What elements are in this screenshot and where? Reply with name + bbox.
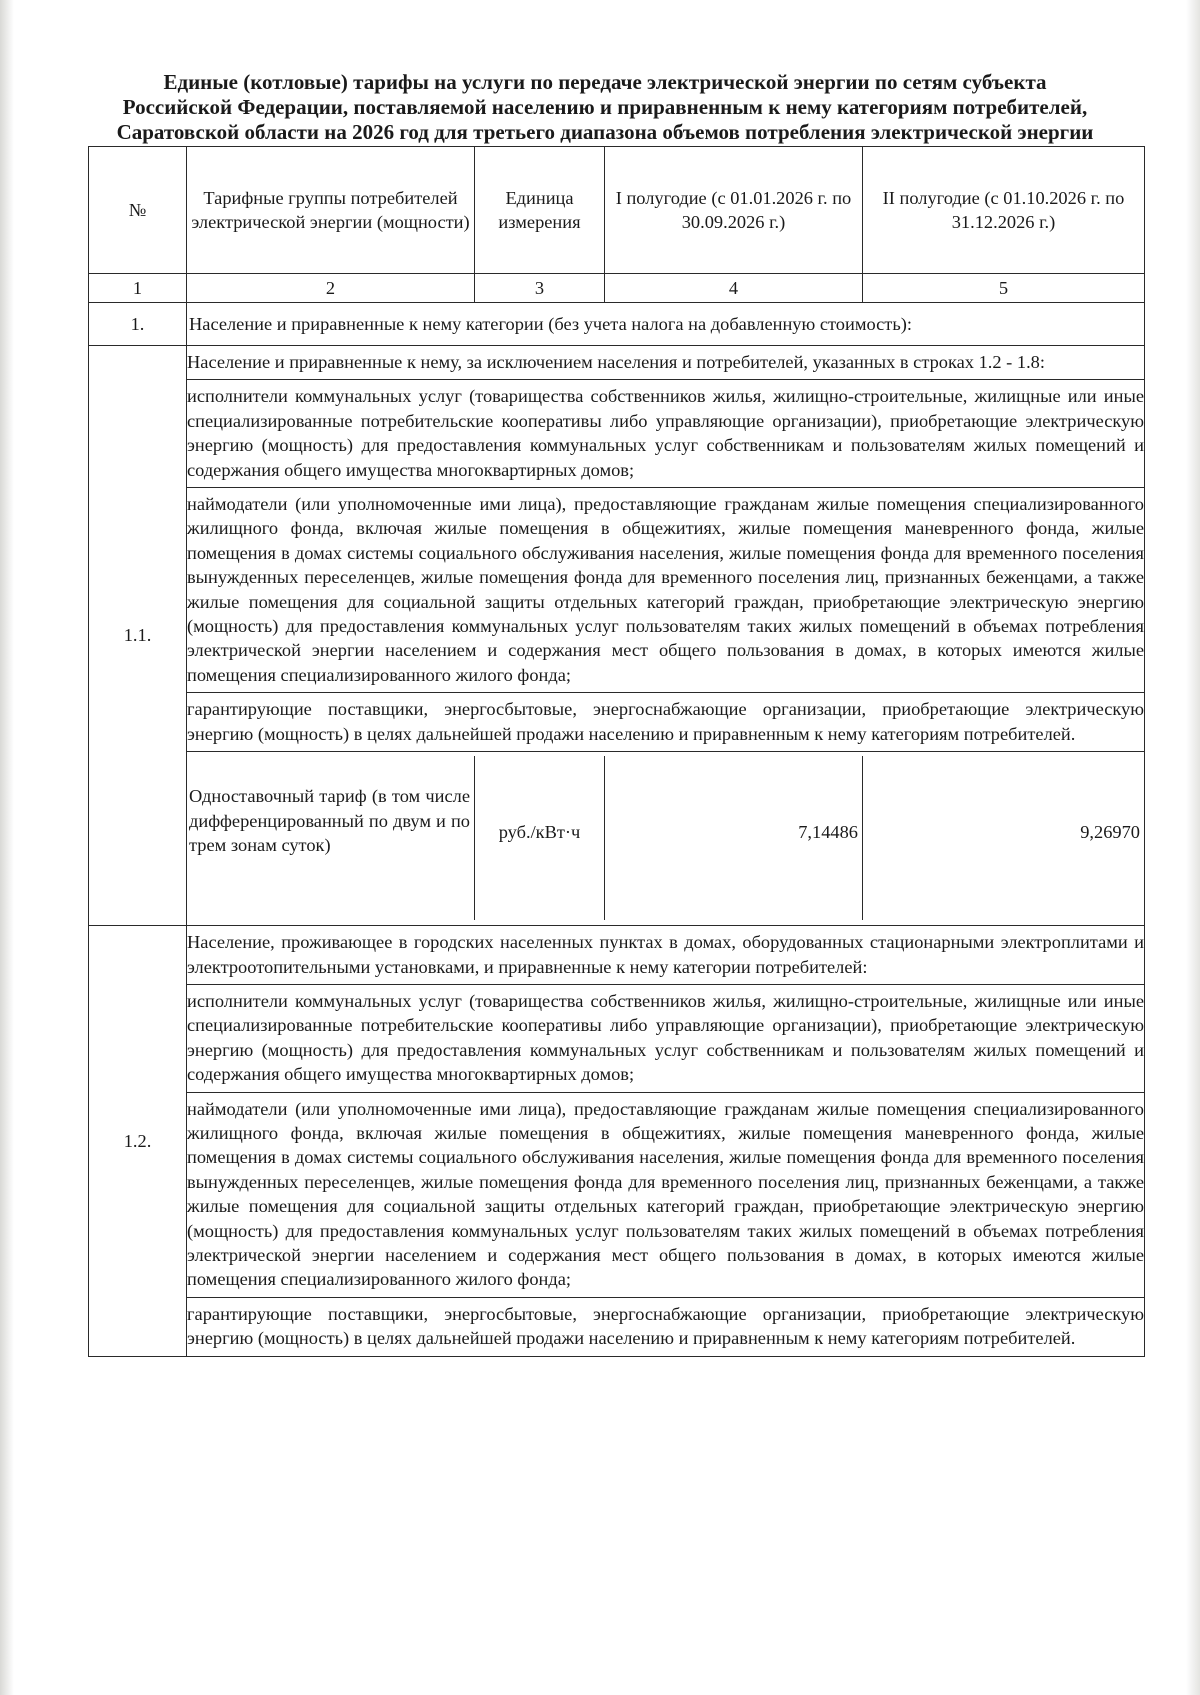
row-1-1 [89, 346, 1145, 926]
document-title [60, 70, 1150, 145]
consumer-group-text: Население, проживающее в городских населенных пунктах в домах, оборудованных стационарными электроплитами и электроотопительными установками, и приравненные к нему категории потребителей: [187, 926, 1144, 985]
consumer-group-text: наймодатели (или уполномоченные ими лица), предоставляющие гражданам жилые помещения специализированного жилищного фонда, включая жилые помещения в общежитиях, жилые помещения маневренного фонда, жилые помещения в домах системы социального обслуживания населения, жилые помещения фонда для временного поселения вынужденных переселенцев, жилые помещения фонда для временного поселения лиц, признанных беженцами, а также жилые помещения для социальной защиты отдельных категорий граждан, приобретающие электрическую энергию (мощность) для предоставления коммунальных услуг пользователям таких жилых помещений в объемах потребления электрической энергии населением и содержания мест общего пользования в домах, в которых имеются жилые помещения специализированного жилого фонда; [187, 1093, 1144, 1298]
row-number: 1. [89, 303, 187, 346]
tariff-name: Одноставочный тариф (в том числе дифференцированный по двум и по трем зонам суток) [187, 756, 475, 920]
header-half1: I полугодие (с 01.01.2026 г. по 30.09.2026 г.) [605, 147, 863, 274]
row-number: 1.2. [89, 926, 187, 1357]
col-number: 5 [863, 274, 1145, 303]
row-1-2-content [187, 926, 1145, 1357]
header-group: Тарифные группы потребителей электрической энергии (мощности) [187, 147, 475, 274]
table-header-row [89, 147, 1145, 274]
consumer-group-text: гарантирующие поставщики, энергосбытовые, энергоснабжающие организации, приобретающие электрическую энергию (мощность) в целях дальнейшей продажи населению и приравненным к нему категориям потребителей. [187, 1303, 1144, 1349]
header-unit: Единица измерения [475, 147, 605, 274]
column-number-row [89, 274, 1145, 303]
col-number: 4 [605, 274, 863, 303]
section-1-text: Население и приравненные к нему категории (без учета налога на добавленную стоимость): [187, 303, 1145, 346]
consumer-group-text: наймодатели (или уполномоченные ими лица), предоставляющие гражданам жилые помещения специализированного жилищного фонда, включая жилые помещения в общежитиях, жилые помещения маневренного фонда, жилые помещения в домах системы социального обслуживания населения, жилые помещения фонда для временного поселения вынужденных переселенцев, жилые помещения фонда для временного поселения лиц, признанных беженцами, а также жилые помещения для социальной защиты отдельных категорий граждан, приобретающие электрическую энергию (мощность) для предоставления коммунальных услуг пользователям таких жилых помещений в объемах потребления электрической энергии населением и содержания мест общего пользования в домах, в которых имеются жилые помещения специализированного жилого фонда; [187, 488, 1144, 693]
tariff-value-half1: 7,14486 [605, 756, 863, 920]
header-half2: II полугодие (с 01.10.2026 г. по 31.12.2026 г.) [863, 147, 1145, 274]
consumer-group-text: исполнители коммунальных услуг (товарищества собственников жилья, жилищно-строительные, жилищные или иные специализированные потребительские кооперативы либо управляющие организации), приобретающие электрическую энергию (мощность) для предоставления коммунальных услуг собственникам и пользователям жилых помещений и содержания общего имущества многоквартирных домов; [187, 380, 1144, 488]
col-number: 1 [89, 274, 187, 303]
row-number: 1.1. [89, 346, 187, 926]
section-1-row [89, 303, 1145, 346]
tariff-unit: руб./кВт·ч [475, 756, 605, 920]
consumer-group-text: Население и приравненные к нему, за исключением населения и потребителей, указанных в строках 1.2 - 1.8: [187, 346, 1144, 380]
row-1-1-content [187, 346, 1145, 926]
header-num: № [89, 147, 187, 274]
col-number: 2 [187, 274, 475, 303]
consumer-group-text: исполнители коммунальных услуг (товарищества собственников жилья, жилищно-строительные, жилищные или иные специализированные потребительские кооперативы либо управляющие организации), приобретающие электрическую энергию (мощность) для предоставления коммунальных услуг собственникам и пользователям жилых помещений и содержания общего имущества многоквартирных домов; [187, 985, 1144, 1093]
tariff-row [187, 752, 1144, 925]
tariff-table [88, 146, 1145, 1357]
title-line-1: Единые (котловые) тарифы на услуги по передаче электрической энергии по сетям субъекта [163, 70, 1047, 94]
title-line-2: Российской Федерации, поставляемой населению и приравненным к нему категориям потребителей, [122, 95, 1088, 119]
tariff-value-half2: 9,26970 [1080, 822, 1140, 843]
row-1-2 [89, 926, 1145, 1357]
title-line-3: Саратовской области на 2026 год для третьего диапазона объемов потребления электрической энергии [116, 120, 1094, 144]
col-number: 3 [475, 274, 605, 303]
consumer-group-text: гарантирующие поставщики, энергосбытовые, энергоснабжающие организации, приобретающие электрическую энергию (мощность) в целях дальнейшей продажи населению и приравненным к нему категориям потребителей. [187, 693, 1144, 752]
